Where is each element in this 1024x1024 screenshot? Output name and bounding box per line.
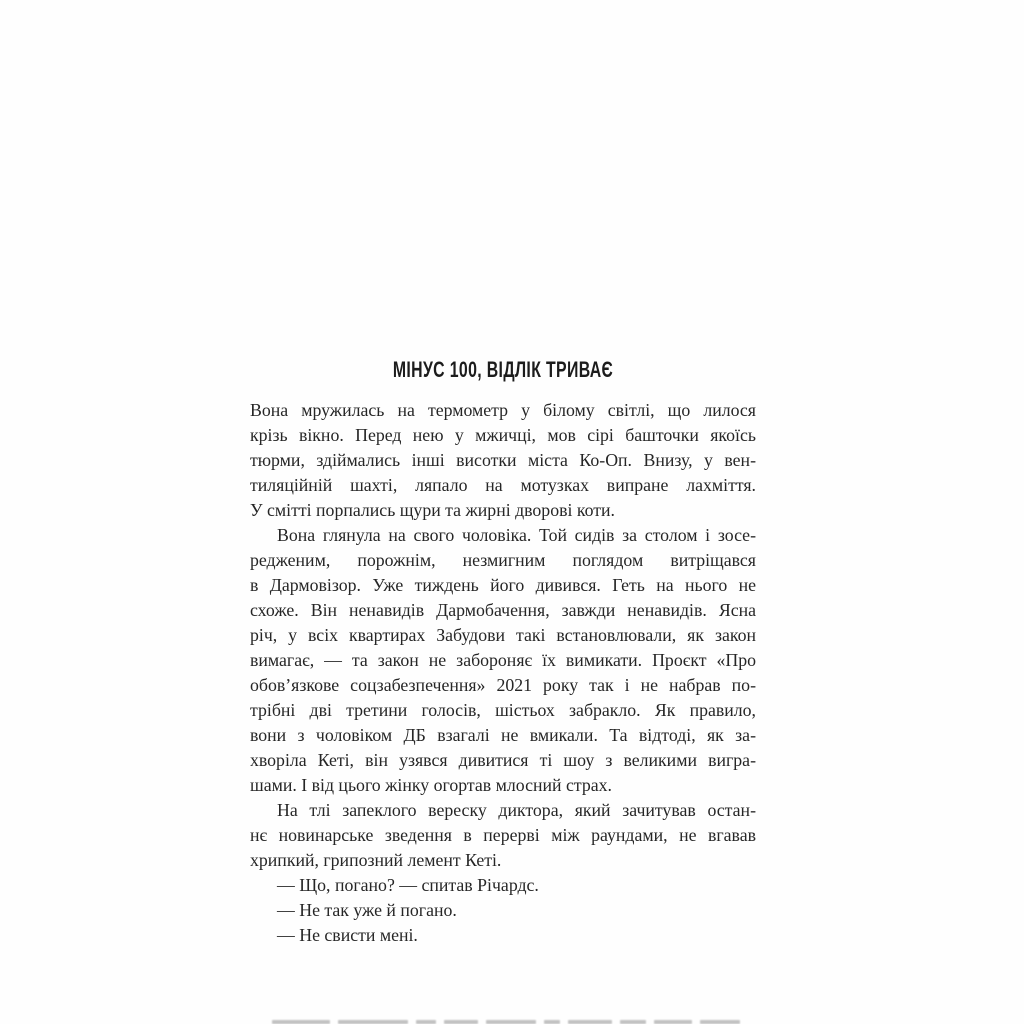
cutoff-text-fragment: [486, 1020, 536, 1024]
text-line: — Що, погано? — спитав Річардс.: [277, 875, 539, 895]
text-line: хворіла Кеті, він узявся дивитися ті шоу з великими вигра-: [250, 750, 756, 770]
text-line: шами. І від цього жінку огортав млосний страх.: [250, 775, 612, 795]
cutoff-text-fragment: [444, 1020, 478, 1024]
text-line: редженим, порожнім, незмигним поглядом витріщався: [250, 550, 756, 570]
cutoff-text-fragment: [272, 1020, 330, 1024]
text-line: Вона мружилась на термометр у білому світлі, що лилося: [250, 400, 756, 420]
text-line: хрипкий, грипозний лемент Кеті.: [250, 850, 502, 870]
text-line: в Дармовізор. Уже тиждень його дивився. Геть на нього не: [250, 575, 756, 595]
text-line: схоже. Він ненавидів Дармобачення, завжди ненавидів. Ясна: [250, 600, 756, 620]
text-line: тиляційній шахті, ляпало на мотузках випране лахміття.: [250, 475, 756, 495]
text-line: вони з чоловіком ДБ взагалі не вмикали. Та відтоді, як за-: [250, 725, 756, 745]
text-line: Вона глянула на свого чоловіка. Той сидів за столом і зосе-: [277, 525, 756, 545]
page-body: [250, 398, 756, 948]
cutoff-text-fragment: [620, 1020, 646, 1024]
text-line: нє новинарське зведення в перерві між раундами, не вгавав: [250, 825, 756, 845]
text-line: — Не так уже й погано.: [277, 900, 457, 920]
text-line: трібні дві третини голосів, шістьох забракло. Як правило,: [250, 700, 756, 720]
next-line-cutoff: [0, 1018, 1024, 1024]
chapter-title: [250, 358, 756, 382]
cutoff-text-fragment: [544, 1020, 560, 1024]
cutoff-text-fragment: [416, 1020, 436, 1024]
cutoff-text-fragment: [700, 1020, 740, 1024]
cutoff-text-fragment: [568, 1020, 612, 1024]
cutoff-text-fragment: [654, 1020, 692, 1024]
text-line: — Не свисти мені.: [277, 925, 418, 945]
text-line: На тлі запеклого вереску диктора, який зачитував остан-: [277, 800, 756, 820]
text-line: крізь вікно. Перед нею у мжичці, мов сірі башточки якоїсь: [250, 425, 756, 445]
text-line: тюрми, здіймались інші висотки міста Ко-Оп. Внизу, у вен-: [250, 450, 756, 470]
text-line: вимагає, — та закон не забороняє їх вимикати. Проєкт «Про: [250, 650, 756, 670]
cutoff-text-fragment: [338, 1020, 408, 1024]
text-line: У смітті порпались щури та жирні дворові коти.: [250, 500, 615, 520]
chapter-title-text: МІНУС 100, ВІДЛІК ТРИВАЄ: [392, 357, 614, 382]
text-line: обов’язкове соцзабезпечення» 2021 року так і не набрав по-: [250, 675, 756, 695]
text-line: річ, у всіх квартирах Забудови такі встановлювали, як закон: [250, 625, 756, 645]
